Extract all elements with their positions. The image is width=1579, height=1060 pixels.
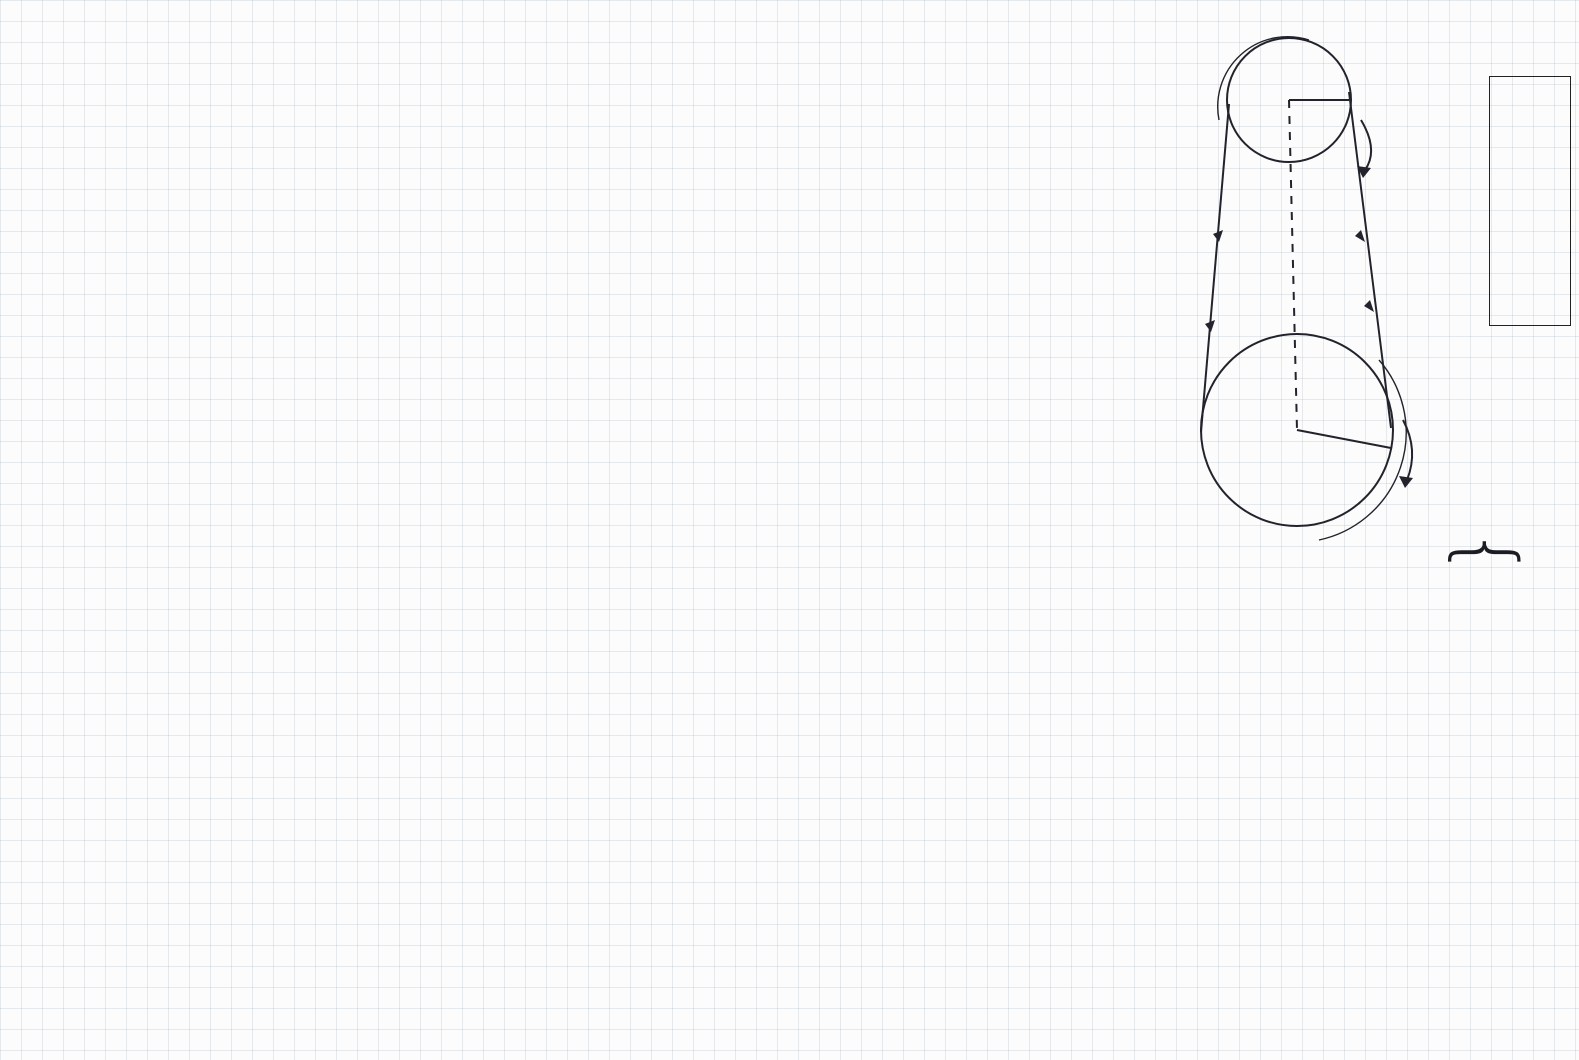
radius-r2	[1297, 430, 1391, 448]
legend-brace: {	[1442, 528, 1532, 578]
belt-bottom	[1201, 104, 1229, 432]
arc-alpha2	[1319, 360, 1406, 540]
center-line	[1289, 100, 1297, 430]
rotation-arrow-mm	[1361, 120, 1371, 170]
